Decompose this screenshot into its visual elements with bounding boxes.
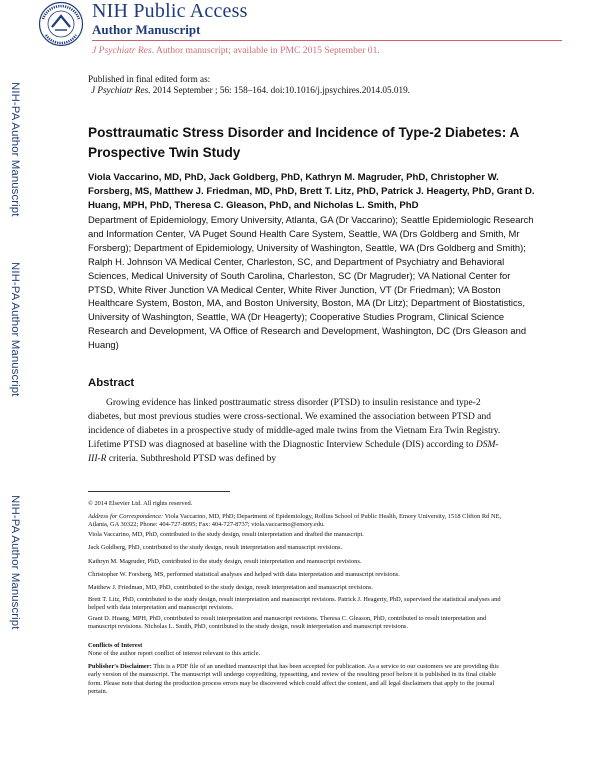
sidebar-watermark-bottom <box>10 495 32 645</box>
abstract-text: Growing evidence has linked posttraumatic stress disorder (PTSD) to insulin resistance and type-2 diabetes, but most previous studies were cross-sectional. We examined the association between PTSD and incidence of diabetes in a prospective study of middle-aged male twins from the Vietnam Era Twin Registry. Lifetime PTSD was diagnosed at baseline with the Diagnostic Interview Schedule (DIS) according to DSM-III-R criteria. Subthreshold PTSD was defined by <box>88 398 501 464</box>
citation-details: . 2014 September ; 56: 158–164. doi:10.1016/j.jpsychires.2014.05.019. <box>148 85 410 95</box>
sidebar-label: NIH-PA Author Manuscript <box>9 262 21 397</box>
affiliations: Department of Epidemiology, Emory University, Atlanta, GA (Dr Vaccarino); Seattle Epidemiologic Research and Information Center, VA Puget Sound Health Care System, Seattle, WA (Drs Goldberg and Smith, Mr Forsberg); Department of Epidemiology, University of Washington, Seattle, WA (Drs Goldberg and Smith); Ralph H. Johnson VA Medical Center, Charleston, SC, and Department of Psychiatry and Behavioral Sciences, Medical University of South Carolina, Charleston, SC (Dr Magruder); VA National Center for PTSD, White River Junction VA Medical Center, White River Junction, VT (Dr Friedman); VA Boston Healthcare System, Boston, MA, and Boston University, Boston, MA (Dr Litz); Department of Biostatistics, University of Washington, Seattle, WA (Dr Heagerty); Cooperative Studies Program, Clinical Science Research and Development, VA Office of Research and Development, Washington, DC (Drs Gleason and Huang) <box>88 214 534 351</box>
nih-seal-icon <box>38 1 84 47</box>
availability-text: . Author manuscript; available in PMC 2015 September 01. <box>151 45 380 56</box>
sidebar-label: NIH-PA Author Manuscript <box>9 495 21 630</box>
contribution-forsberg: Christopher W. Forsberg, MS, performed statistical analyses and helped with data interpretation and manuscript revisions. <box>88 571 400 578</box>
header-rule <box>92 40 562 41</box>
nih-public-access-title: NIH Public Access <box>92 0 248 22</box>
citation <box>91 85 410 95</box>
author-manuscript-label: Author Manuscript <box>92 22 201 37</box>
journal-availability <box>92 45 380 56</box>
footnote-rule <box>88 491 230 492</box>
abstract-heading: Abstract <box>88 377 135 389</box>
sidebar-watermark-top <box>10 82 32 232</box>
disclaimer-label: Publisher's Disclaimer: <box>88 663 152 670</box>
contribution-friedman: Matthew J. Friedman, MD, PhD, contributed to the study design, result interpretation and manuscript revisions. <box>88 584 374 591</box>
journal-name: J Psychiatr Res <box>92 45 152 56</box>
citation-journal: J Psychiatr Res <box>91 85 149 95</box>
correspondence-label: Address for Correspondence: <box>88 513 164 520</box>
contribution-magruder: Kathryn M. Magruder, PhD, contributed to the study design, result interpretation and manuscript revisions. <box>88 558 362 565</box>
contribution-goldberg: Jack Goldberg, PhD, contributed to the study design, result interpretation and manuscript revisions. <box>88 544 343 551</box>
publisher-disclaimer: Publisher's Disclaimer: This is a PDF file of an unedited manuscript that has been accepted for publication. As a service to our customers we are providing this early version of the manuscript. The manuscript will undergo copyediting, typesetting, and review of the resulting proof before it is published in its final citable form. Please note that during the production process errors may be discovered which could affect the content, and all legal disclaimers that apply to the journal pertain. <box>88 663 499 695</box>
published-form-label: Published in final edited form as: <box>88 74 211 84</box>
dsm-term: DSM-III-R <box>88 439 499 464</box>
article-title: Posttraumatic Stress Disorder and Incidence of Type-2 Diabetes: A Prospective Twin Study <box>88 125 519 160</box>
conflicts-heading: Conflicts of Interest <box>88 642 143 649</box>
contribution-vaccarino: Viola Vaccarino, MD, PhD, contributed to the study design, result interpretation and drafted the manuscript. <box>88 531 364 538</box>
sidebar-label: NIH-PA Author Manuscript <box>9 82 21 217</box>
correspondence-note: Address for Correspondence: Viola Vaccarino, MD, PhD; Department of Epidemiology, Rollins School of Public Health, Emory University, 1518 Clifton Rd NE, Atlanta, GA 30322; Phone: 404-727-8095; Fax: 404-727-8737; viola.vaccarino@emory.edu. <box>88 513 502 529</box>
contribution-litz-heagerty: Brett T. Litz, PhD, contributed to the study design, result interpretation and manuscript revisions. Patrick J. Heagerty, PhD, supervised the statistical analyses and helped with data interpretation and manuscript revisions. <box>88 596 501 612</box>
author-list: Viola Vaccarino, MD, PhD, Jack Goldberg, PhD, Kathryn M. Magruder, PhD, Christopher W. Forsberg, MS, Matthew J. Friedman, MD, PhD, Brett T. Litz, PhD, Patrick J. Heagerty, PhD, Grant D. Huang, MPH, PhD, Theresa C. Gleason, PhD, and Nicholas L. Smith, PhD <box>88 172 535 211</box>
sidebar-watermark-middle <box>10 262 32 412</box>
copyright-note: © 2014 Elsevier Ltd. All rights reserved. <box>88 500 193 507</box>
contribution-huang-gleason-smith: Grant D. Huang, MPH, PhD, contributed to result interpretation and manuscript revisions. Theresa C. Gleason, PhD, contributed to result interpretation and manuscript revisions. Nicholas L. Smith, PhD, contributed to the study design, result interpretation and manuscript revisions. <box>88 615 487 631</box>
conflicts-text: None of the author report conflict of interest relevant to this article. <box>88 650 261 657</box>
